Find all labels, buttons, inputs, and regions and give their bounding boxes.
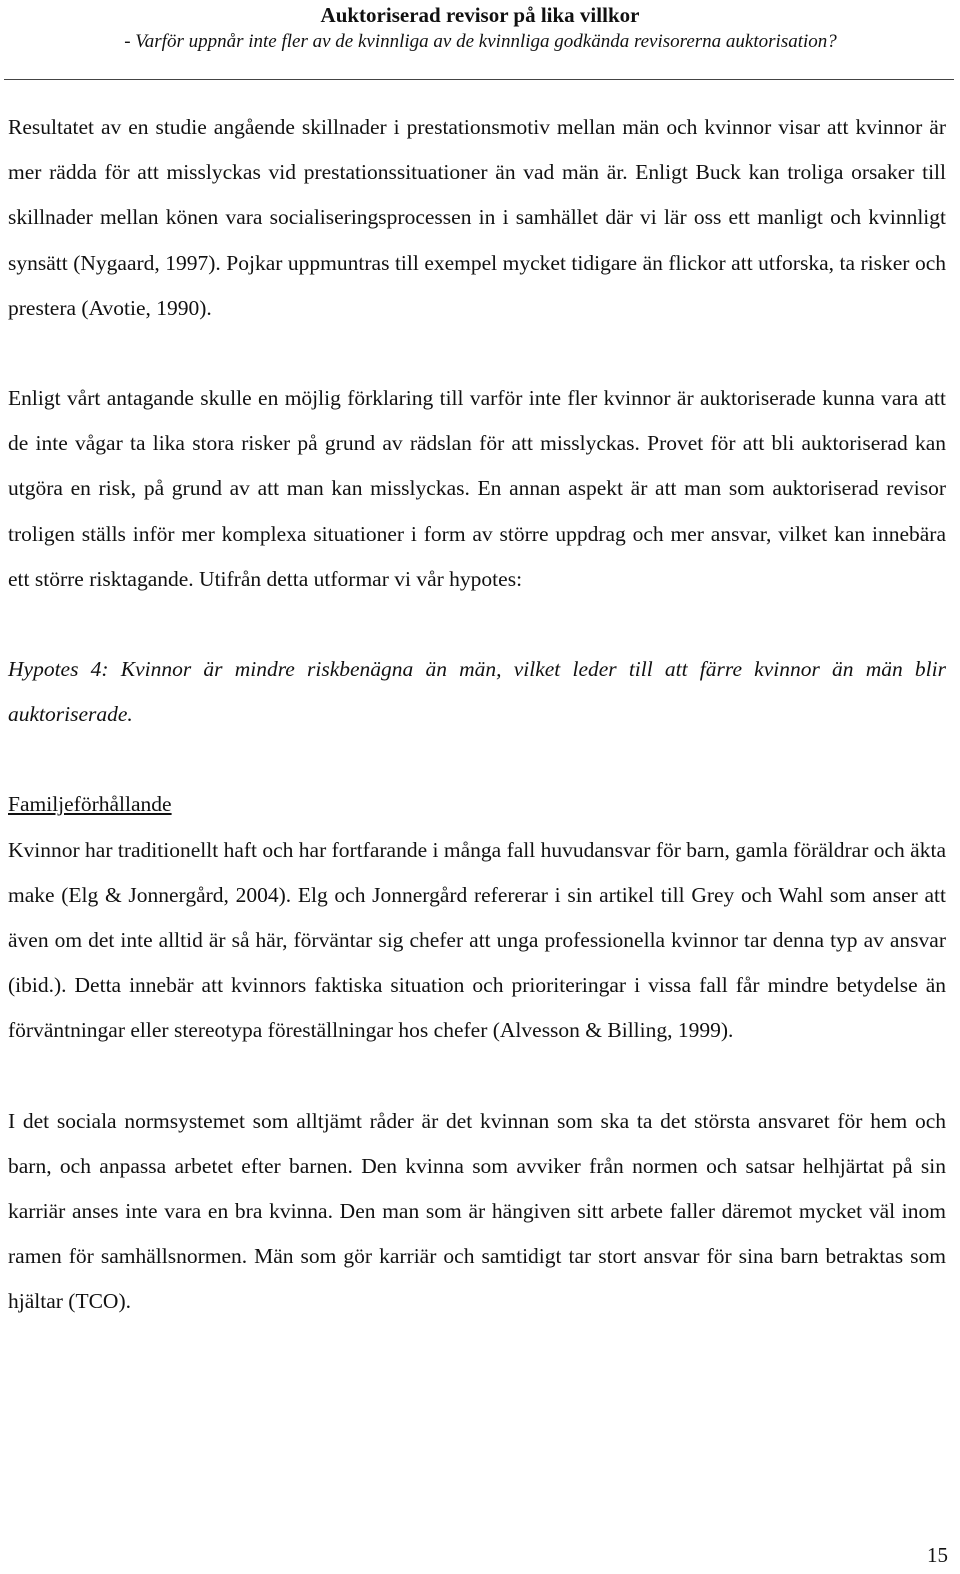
paragraph-spacer xyxy=(8,1054,946,1099)
paragraph-antagande: Enligt vårt antagande skulle en möjlig förklaring till varför inte fler kvinnor är auktoriserade kunna vara att de inte vågar ta lika stora risker på grund av rädslan för att misslyckas. Provet för att bli auktoriserad kan utgöra en risk, på grund av att man kan misslyckas. En annan aspekt är att man som auktoriserad revisor troligen ställs inför mer komplexa situationer i form av större uppdrag och mer ansvar, vilket kan innebära ett större risktagande. Utifrån detta utformar vi vår hypotes: xyxy=(8,386,946,591)
paragraph-spacer xyxy=(8,737,946,782)
paragraph-spacer xyxy=(8,602,946,647)
hypothesis-4: Hypotes 4: Kvinnor är mindre riskbenägna än män, vilket leder till att färre kvinnor än män blir auktoriserade. xyxy=(8,657,946,727)
document-subtitle: - Varför uppnår inte fler av de kvinnliga av de kvinnliga godkända revisorerna auktorisation? xyxy=(124,31,837,52)
section-heading-familjeforhallande: Familjeförhållande xyxy=(8,792,172,817)
paragraph-familjeforhallande: Kvinnor har traditionellt haft och har fortfarande i många fall huvudansvar för barn, gamla föräldrar och äkta make (Elg & Jonnergård, 2004). Elg och Jonnergård refererar i sin artikel till Grey och Wahl som anser att även om det inte alltid är så här, förväntar sig chefer att unga professionella kvinnor tar denna typ av ansvar (ibid.). Detta innebär att kvinnors faktiska situation och prioriteringar i vissa fall får mindre betydelse än förväntningar eller stereotypa föreställningar hos chefer (Alvesson & Billing, 1999). xyxy=(8,837,946,1043)
page-number: 15 xyxy=(927,1543,948,1567)
paragraph-prestationsmotiv: Resultatet av en studie angående skillnader i prestationsmotiv mellan män och kvinnor visar att kvinnor är mer rädda för att misslyckas vid prestationssituationer än vad män är. Enligt Buck kan troliga orsaker till skillnader mellan könen vara socialiseringsprocessen in i samhället där vi lär oss ett manligt och kvinnligt synsätt (Nygaard, 1997). Pojkar uppmuntras till exempel mycket tidigare än flickor att utforska, ta risker och prestera (Avotie, 1990). xyxy=(8,115,946,320)
paragraph-normsystem: I det sociala normsystemet som alltjämt råder är det kvinnan som ska ta det största ansvaret för hem och barn, och anpassa arbetet efter barnen. Den kvinna som avviker från normen och satsar helhjärtat på sin karriär anses inte vara en bra kvinna. Den man som är hängiven sitt arbete faller däremot mycket väl inom ramen för samhällsnormen. Män som gör karriär och samtidigt tar stort ansvar för sina barn betraktas som hjältar (TCO). xyxy=(8,1108,946,1314)
page-body xyxy=(8,105,946,1325)
document-title: Auktoriserad revisor på lika villkor xyxy=(320,3,640,27)
header-divider xyxy=(4,79,954,80)
paragraph-spacer xyxy=(8,331,946,376)
